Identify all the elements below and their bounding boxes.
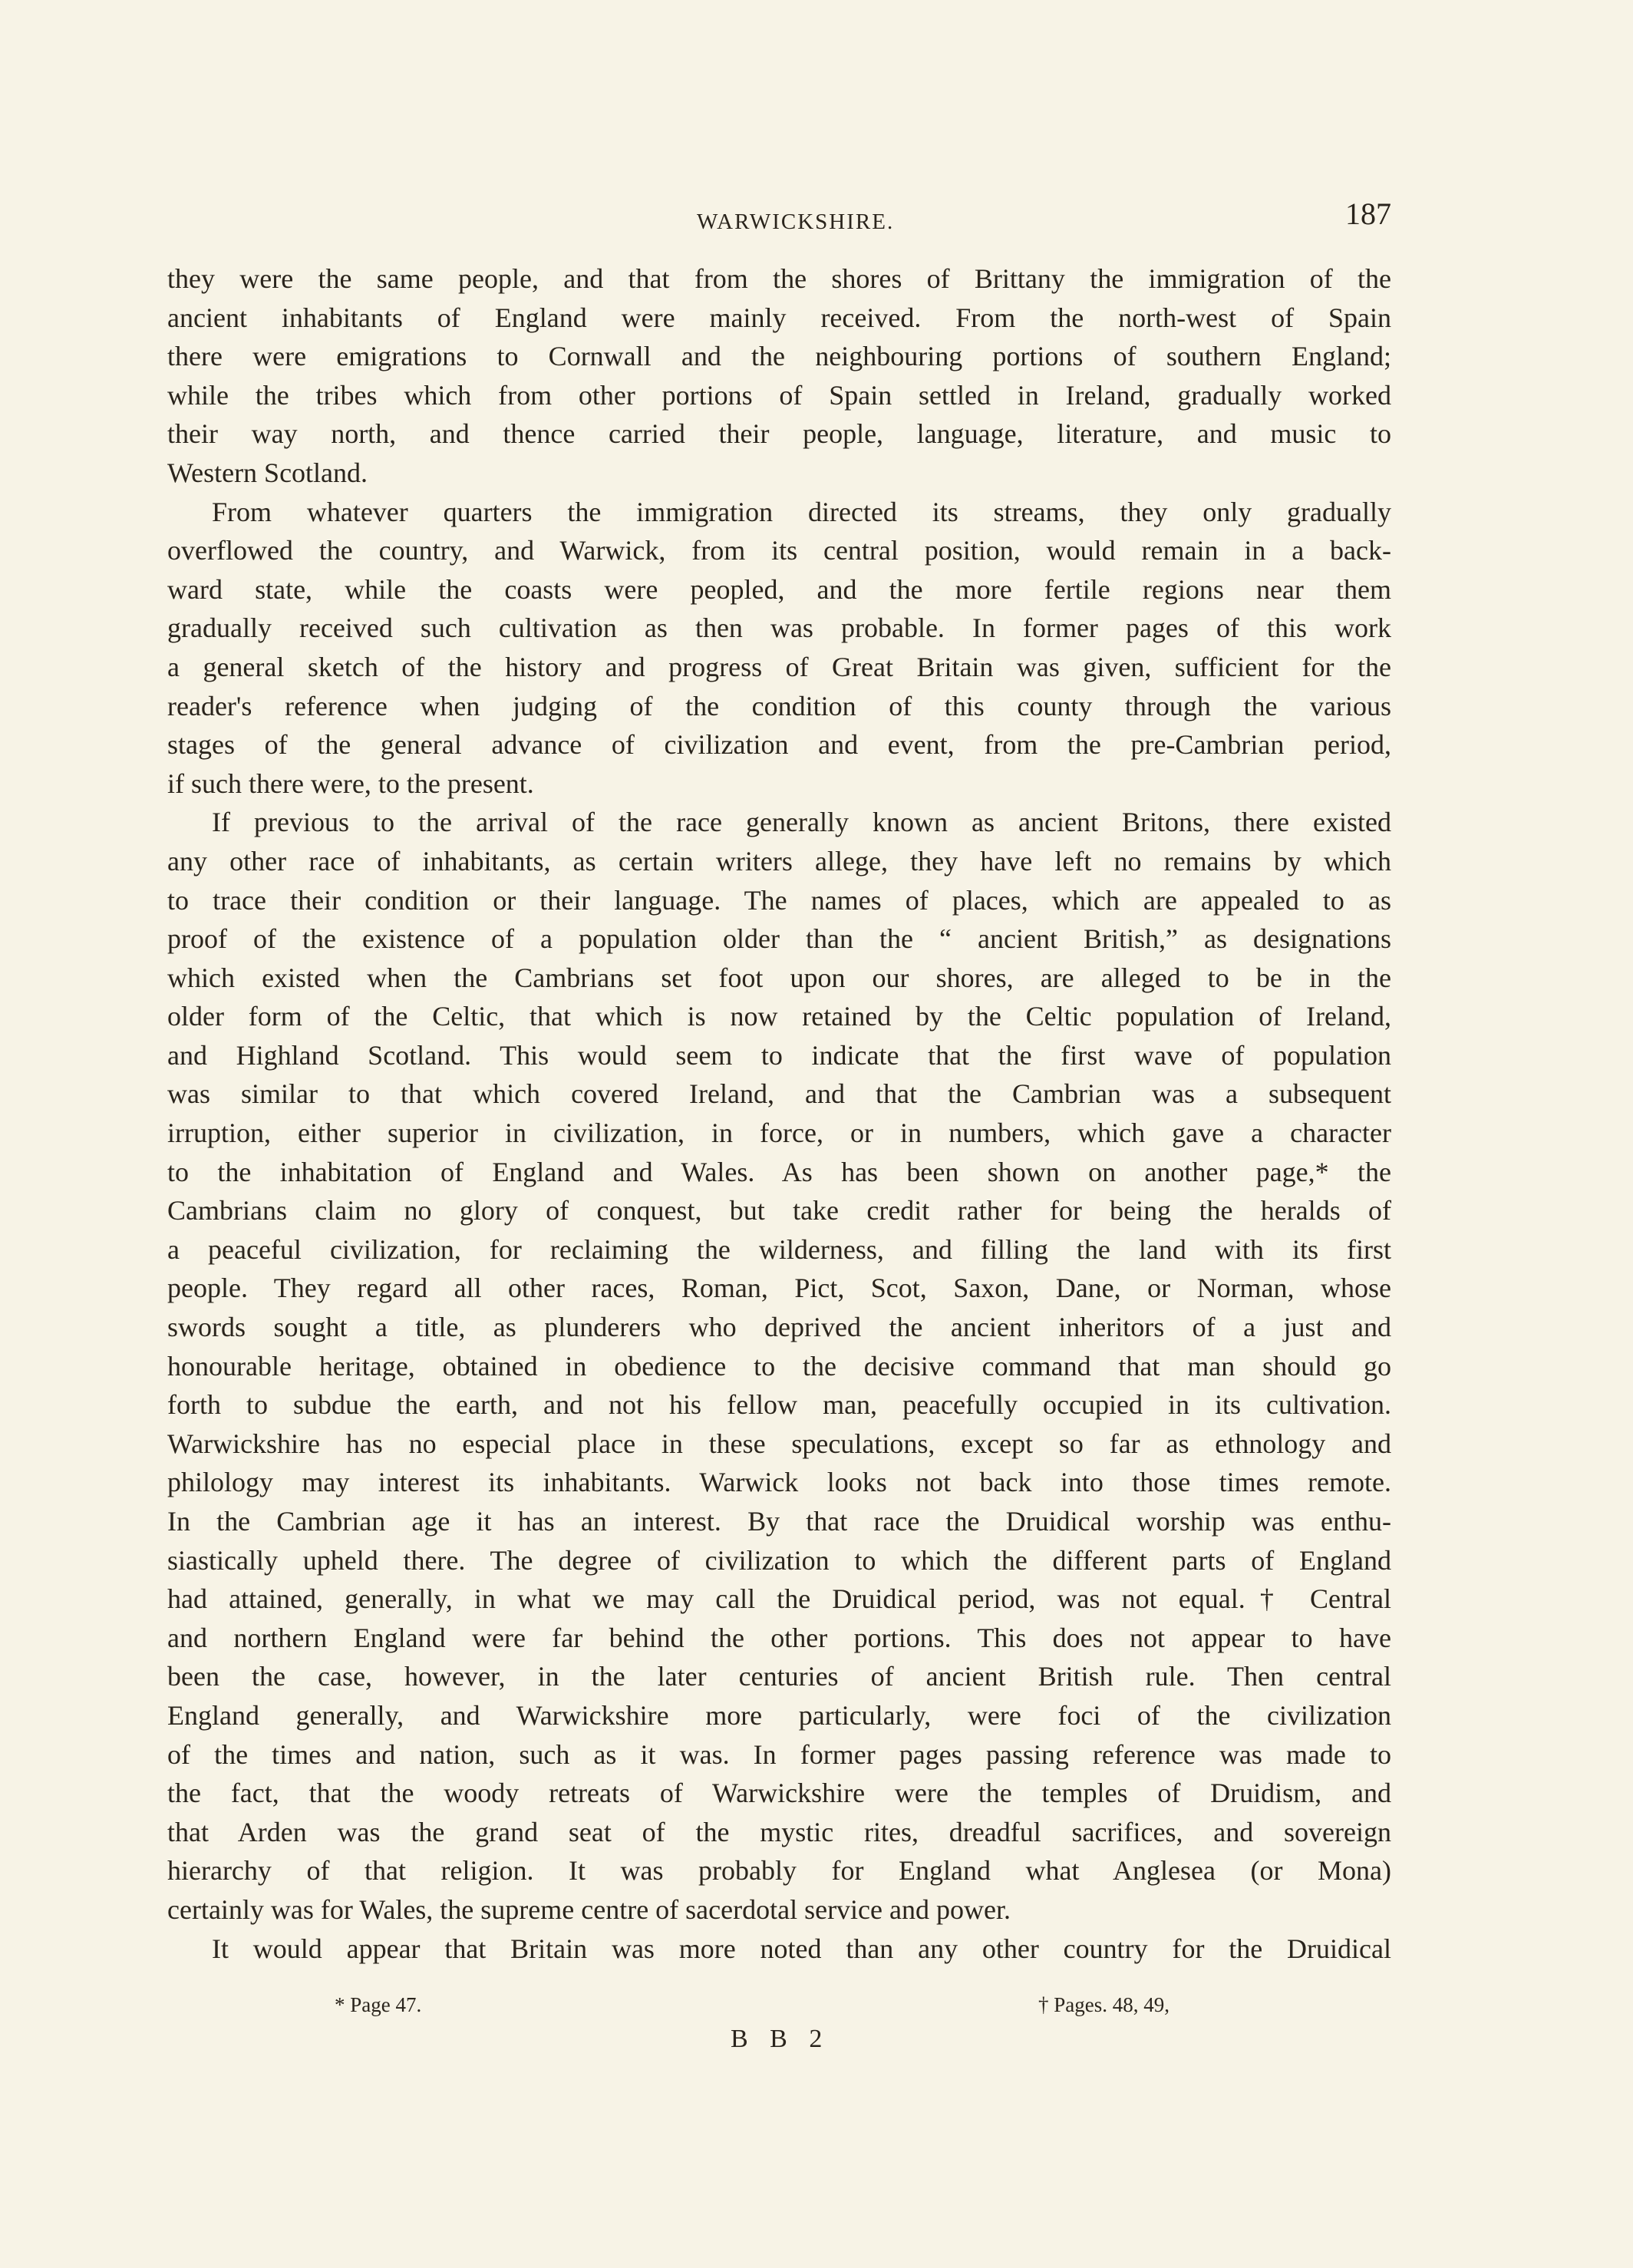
text-line: Western Scotland.: [167, 457, 368, 488]
text-line: was similar to that which covered Ireland, and that the Cambrian was a subsequent: [167, 1078, 1391, 1110]
text-line: had attained, generally, in what we may call the Druidical period, was not equal.† Central: [167, 1583, 1391, 1615]
text-line: which existed when the Cambrians set foot upon our shores, are alleged to be in the: [167, 962, 1391, 993]
text-line: of the times and nation, such as it was. In former pages passing reference was made to: [167, 1738, 1391, 1770]
text-line: while the tribes which from other portions of Spain settled in Ireland, gradually worked: [167, 379, 1391, 411]
text-line: people. They regard all other races, Roman, Pict, Scot, Saxon, Dane, or Norman, whose: [167, 1273, 1391, 1304]
text-line: to trace their condition or their language. The names of places, which are appealed to as: [167, 884, 1391, 916]
footnotes: [167, 1993, 1391, 2024]
text-line: England generally, and Warwickshire more particularly, were foci of the civilization: [167, 1699, 1391, 1731]
text-line: to the inhabitation of England and Wales. As has been shown on another page,* the: [167, 1156, 1391, 1187]
signature-mark: B B 2: [731, 2025, 830, 2053]
text-line: certainly was for Wales, the supreme centre of sacerdotal service and power.: [167, 1893, 1011, 1925]
text-line: the fact, that the woody retreats of Warwickshire were the temples of Druidism, and: [167, 1778, 1391, 1809]
footnote-page-47: * Page 47.: [335, 1993, 422, 2016]
text-line: that Arden was the grand seat of the mystic rites, dreadful sacrifices, and sovereign: [167, 1816, 1391, 1847]
text-line: and Highland Scotland. This would seem to indicate that the first wave of population: [167, 1039, 1391, 1071]
text-line: there were emigrations to Cornwall and the neighbouring portions of southern England;: [167, 341, 1391, 372]
text-line: irruption, either superior in civilization, in force, or in numbers, which gave a character: [167, 1117, 1391, 1149]
text-line: and northern England were far behind the other portions. This does not appear to have: [167, 1622, 1391, 1653]
running-title: WARWICKSHIRE.: [697, 210, 895, 234]
text-line: honourable heritage, obtained in obedience to the decisive command that man should go: [167, 1350, 1391, 1382]
text-line: Cambrians claim no glory of conquest, but take credit rather for being the heralds of: [167, 1195, 1391, 1226]
text-line: It would appear that Britain was more noted than any other country for the Druidical: [212, 1933, 1391, 1964]
running-header: [167, 196, 1391, 242]
text-line: From whatever quarters the immigration directed its streams, they only gradually: [212, 496, 1391, 527]
text-line: proof of the existence of a population older than the “ ancient British,” as designations: [167, 923, 1391, 955]
text-line: siastically upheld there. The degree of civilization to which the different parts of England: [167, 1544, 1391, 1576]
text-line: ward state, while the coasts were peopled, and the more fertile regions near them: [167, 573, 1391, 605]
text-line: their way north, and thence carried their people, language, literature, and music to: [167, 418, 1391, 450]
text-line: In the Cambrian age it has an interest. By that race the Druidical worship was enthu-: [167, 1506, 1391, 1537]
text-line: swords sought a title, as plunderers who deprived the ancient inheritors of a just and: [167, 1312, 1391, 1343]
text-line: ancient inhabitants of England were mainly received. From the north-west of Spain: [167, 302, 1391, 333]
text-line: they were the same people, and that from the shores of Brittany the immigration of the: [167, 263, 1391, 294]
text-line: older form of the Celtic, that which is now retained by the Celtic population of Ireland,: [167, 1001, 1391, 1032]
body-text: [167, 259, 1391, 1968]
text-line: a peaceful civilization, for reclaiming the wilderness, and filling the land with its first: [167, 1233, 1391, 1265]
text-line: philology may interest its inhabitants. Warwick looks not back into those times remote.: [167, 1467, 1391, 1498]
text-line: a general sketch of the history and progress of Great Britain was given, sufficient for the: [167, 651, 1391, 682]
footnote-pages-48-49: † Pages. 48, 49,: [1038, 1993, 1169, 2016]
text-line: If previous to the arrival of the race generally known as ancient Britons, there existed: [212, 807, 1391, 838]
text-line: gradually received such cultivation as then was probable. In former pages of this work: [167, 612, 1391, 644]
text-line: if such there were, to the present.: [167, 768, 534, 799]
text-line: Warwickshire has no especial place in these speculations, except so far as ethnology and: [167, 1428, 1391, 1459]
page-number: 187: [1345, 196, 1391, 231]
text-line: been the case, however, in the later centuries of ancient British rule. Then central: [167, 1661, 1391, 1692]
text-line: overflowed the country, and Warwick, from its central position, would remain in a back-: [167, 535, 1391, 566]
text-line: forth to subdue the earth, and not his fellow man, peacefully occupied in its cultivation.: [167, 1389, 1391, 1421]
text-line: reader's reference when judging of the condition of this county through the various: [167, 690, 1391, 721]
text-line: stages of the general advance of civilization and event, from the pre-Cambrian period,: [167, 729, 1391, 761]
text-line: hierarchy of that religion. It was probably for England what Anglesea (or Mona): [167, 1855, 1391, 1887]
text-line: any other race of inhabitants, as certain writers allege, they have left no remains by which: [167, 845, 1391, 876]
